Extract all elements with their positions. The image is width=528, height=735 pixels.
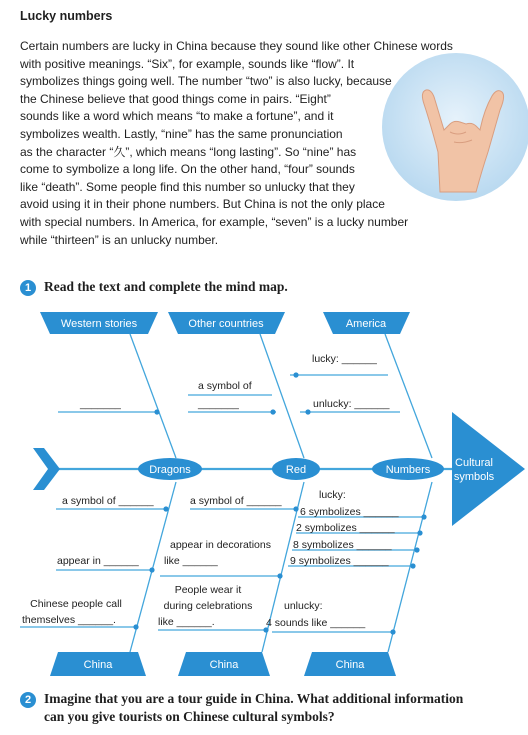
other-countries-blank: _______ bbox=[198, 398, 239, 410]
node-label: Red bbox=[285, 464, 307, 476]
node-label: Dragons bbox=[149, 464, 191, 476]
tag-label: America bbox=[345, 318, 387, 330]
tag-label: China bbox=[335, 659, 365, 671]
two-blank: 2 symbolizes ______ bbox=[296, 522, 395, 534]
question-text: can you give tourists on Chinese cultural symbols? bbox=[44, 708, 335, 724]
dragons-appear-blank: appear in ______ bbox=[57, 555, 139, 567]
question-text: Read the text and complete the mind map. bbox=[44, 279, 288, 294]
section-title: Lucky numbers bbox=[20, 9, 113, 23]
text-line: symbolizes wealth. Lastly, “nine” has the same pronunciation bbox=[20, 126, 343, 141]
question-text: Imagine that you are a tour guide in China. What additional information bbox=[44, 691, 464, 706]
question-number-badge: 1 bbox=[20, 280, 36, 296]
six-blank: 6 symbolizes ______ bbox=[300, 506, 399, 518]
dragons-call-blank: themselves ______. bbox=[22, 614, 116, 626]
tag-label: China bbox=[83, 659, 113, 671]
red-decor-line1: appear in decorations bbox=[170, 539, 271, 551]
text-line: symbolizes things going well. The number “two” is also lucky, because bbox=[20, 74, 392, 89]
tag-label: China bbox=[209, 659, 239, 671]
text-line: with special numbers. In America, for example, “seven” is a lucky number bbox=[20, 214, 409, 229]
red-symbol-blank: a symbol of ______ bbox=[190, 495, 282, 507]
red-decor-blank: like ______ bbox=[164, 555, 218, 567]
text-line: sounds like a word which means “to make a fortune”, and it bbox=[20, 109, 334, 124]
other-countries-symbol: a symbol of bbox=[198, 380, 252, 392]
question-2 bbox=[20, 690, 463, 725]
question-1 bbox=[20, 279, 288, 296]
nine-blank: 9 symbolizes ______ bbox=[290, 555, 389, 567]
red-wear-blank: like ______. bbox=[158, 616, 215, 628]
text-line: Certain numbers are lucky in China because they sound like other Chinese words bbox=[20, 39, 453, 53]
head-label: Cultural bbox=[455, 457, 493, 469]
eight-blank: 8 symbolizes ______ bbox=[293, 539, 392, 551]
text-line: while “thirteen” is an unlucky number. bbox=[20, 232, 219, 247]
node-label: Numbers bbox=[385, 464, 431, 476]
text-line: like “death”. Some people find this number so unlucky that they bbox=[20, 179, 355, 194]
fish-head-shape bbox=[452, 412, 525, 526]
red-wear-line1: People wear it bbox=[174, 584, 242, 596]
text-line: the Chinese believe that good things come in pairs. “Eight” bbox=[20, 91, 331, 106]
red-wear-line2: during celebrations bbox=[163, 600, 253, 612]
four-blank: 4 sounds like ______ bbox=[266, 617, 366, 629]
hand-gesture-photo bbox=[380, 52, 528, 202]
text-line: as the character “久”, which means “long lasting”. So “nine” has bbox=[20, 144, 357, 159]
dragons-call-line1: Chinese people call bbox=[30, 598, 122, 610]
america-unlucky-blank: unlucky: ______ bbox=[313, 398, 390, 410]
text-line: come to symbolize a long life. On the other hand, “four” sounds bbox=[20, 162, 355, 177]
western-stories-blank: _______ bbox=[80, 398, 121, 410]
america-lucky-blank: lucky: ______ bbox=[312, 353, 377, 365]
head-label: symbols bbox=[453, 471, 495, 483]
question-number-badge: 2 bbox=[20, 692, 36, 708]
dragons-symbol-blank: a symbol of ______ bbox=[62, 495, 154, 507]
numbers-lucky-label: lucky: bbox=[319, 489, 346, 501]
tag-label: Other countries bbox=[188, 318, 264, 330]
text-line: avoid using it in their phone numbers. But China is not the only place bbox=[20, 197, 385, 212]
tag-label: Western stories bbox=[60, 318, 138, 330]
fish-tail-shape bbox=[33, 448, 60, 490]
numbers-unlucky-label: unlucky: bbox=[284, 600, 323, 612]
text-line: with positive meanings. “Six”, for example, sounds like “flow”. It bbox=[20, 56, 355, 71]
